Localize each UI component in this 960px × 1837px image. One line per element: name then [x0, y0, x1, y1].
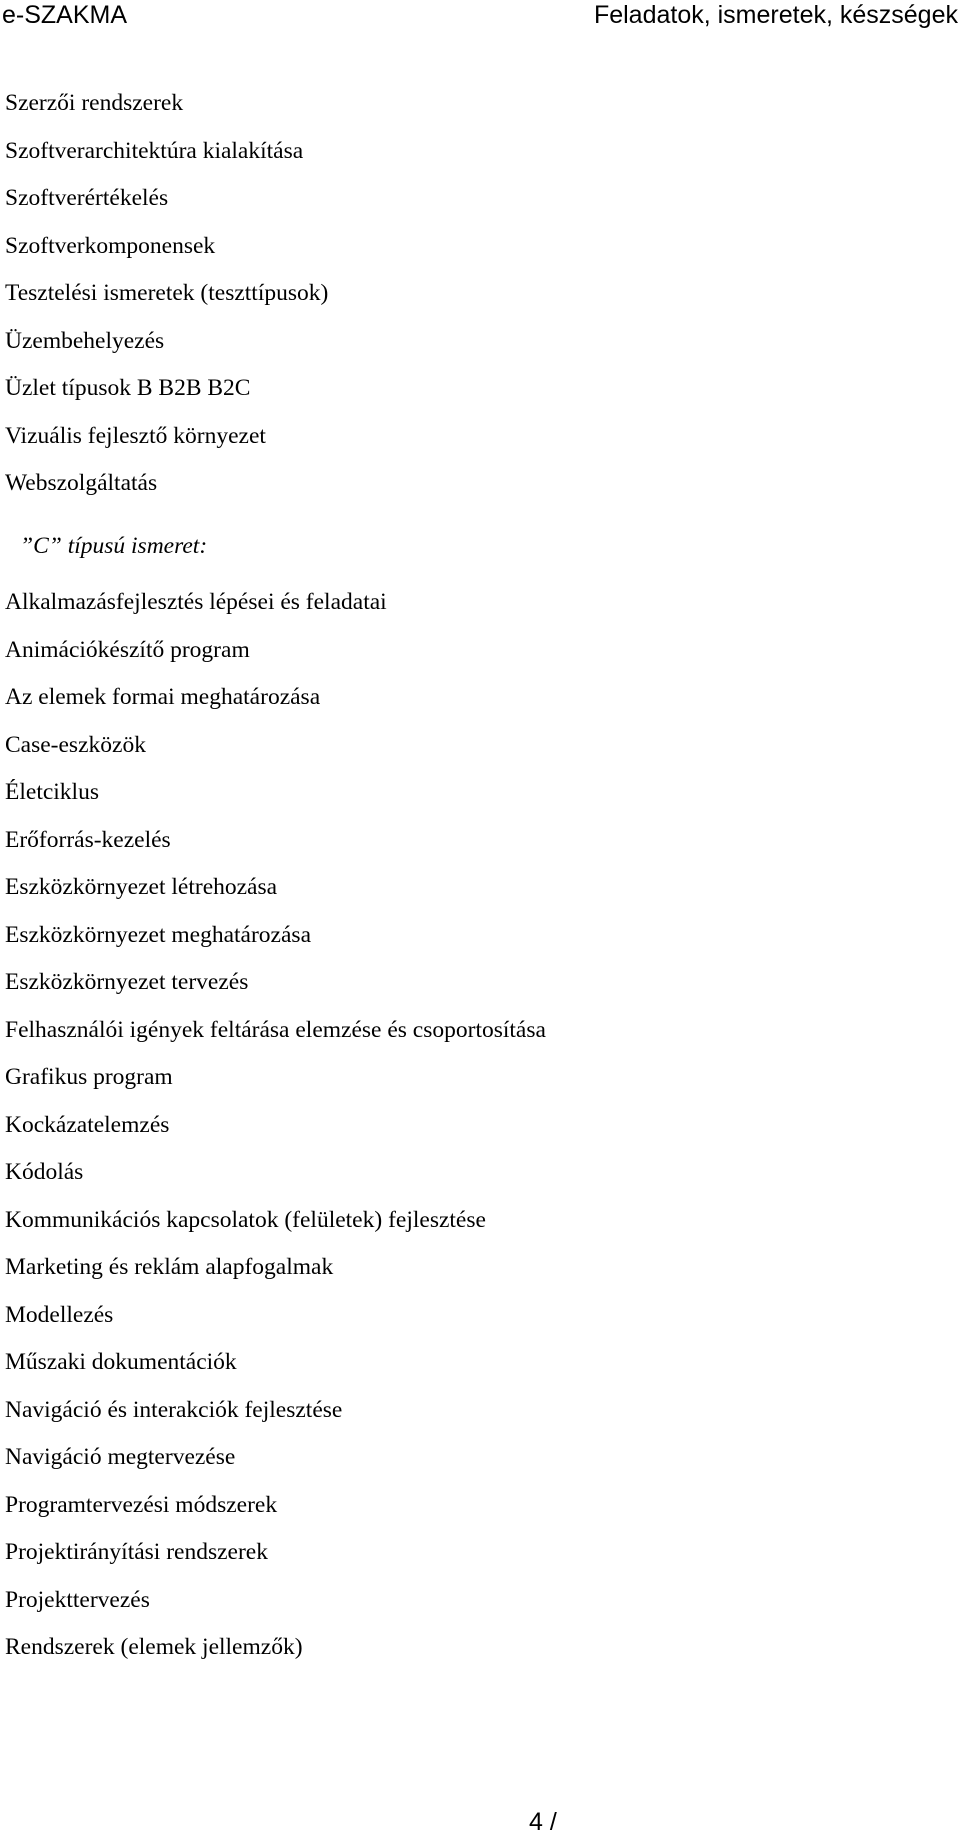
- header-subtitle: Feladatok, ismeretek, készségek: [593, 1, 958, 29]
- knowledge-list-c: [5, 579, 546, 1672]
- list-item: Eszközkörnyezet létrehozása: [5, 874, 278, 900]
- list-item: Az elemek formai meghatározása: [5, 684, 321, 710]
- list-item: Kommunikációs kapcsolatok (felületek) fejlesztése: [5, 1206, 486, 1233]
- list-item: Eszközkörnyezet tervezés: [5, 969, 249, 995]
- list-item: Üzlet típusok B B2B B2C: [5, 375, 251, 401]
- list-item: Rendszerek (elemek jellemzők): [5, 1634, 303, 1660]
- list-item: Üzembehelyezés: [5, 327, 165, 354]
- list-item: Szoftverértékelés: [5, 185, 169, 211]
- list-item: Életciklus: [5, 779, 99, 805]
- header-title: e-SZAKMA: [2, 1, 128, 29]
- list-item: Projekttervezés: [5, 1586, 150, 1613]
- list-item: Műszaki dokumentációk: [5, 1349, 237, 1375]
- list-item: Vizuális fejlesztő környezet: [5, 422, 266, 449]
- list-item: Grafikus program: [5, 1064, 173, 1090]
- list-item: Programtervezési módszerek: [5, 1491, 278, 1518]
- list-item: Animációkészítő program: [5, 636, 250, 663]
- section-heading-c: ”C” típusú ismeret:: [20, 533, 208, 559]
- list-item: Szoftverkomponensek: [5, 232, 216, 259]
- list-item: Marketing és reklám alapfogalmak: [5, 1254, 334, 1280]
- list-item: Navigáció megtervezése: [5, 1444, 236, 1470]
- list-item: Szerzői rendszerek: [5, 90, 184, 116]
- list-item: Eszközkörnyezet meghatározása: [5, 921, 311, 948]
- list-item: Projektirányítási rendszerek: [5, 1539, 268, 1565]
- list-item: Webszolgáltatás: [5, 470, 158, 496]
- list-item: Case-eszközök: [5, 731, 146, 758]
- list-item: Alkalmazásfejlesztés lépései és feladatai: [5, 589, 387, 615]
- list-item: Kódolás: [5, 1159, 84, 1185]
- list-item: Tesztelési ismeretek (teszttípusok): [5, 280, 329, 306]
- list-item: Erőforrás-kezelés: [5, 826, 171, 853]
- page-number: 4 /: [529, 1808, 557, 1836]
- list-item: Navigáció és interakciók fejlesztése: [5, 1396, 343, 1423]
- knowledge-list-b: [5, 80, 328, 508]
- list-item: Felhasználói igények feltárása elemzése és csoportosítása: [5, 1016, 546, 1043]
- list-item: Kockázatelemzés: [5, 1111, 170, 1138]
- page-header: [0, 0, 960, 30]
- list-item: Modellezés: [5, 1301, 114, 1328]
- list-item: Szoftverarchitektúra kialakítása: [5, 137, 304, 164]
